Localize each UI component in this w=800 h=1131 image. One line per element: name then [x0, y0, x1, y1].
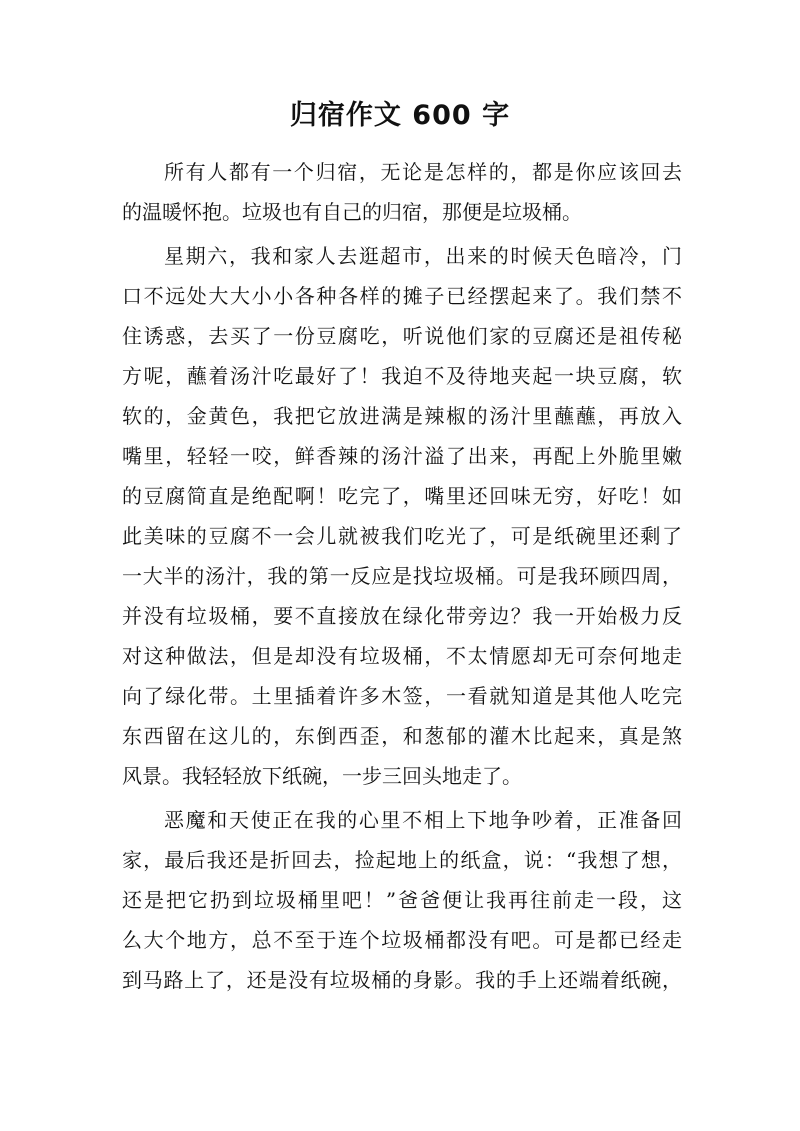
paragraph-2 [122, 236, 682, 796]
text-line: 东西留在这儿的，东倒西歪，和葱郁的灌木比起来，真是煞 [122, 724, 682, 748]
document-body [122, 152, 682, 1004]
paragraph-1 [122, 152, 682, 232]
document-title: 归宿作文 600 字 [289, 100, 511, 131]
text-line: 方呢，蘸着汤汁吃最好了！我迫不及待地夹起一块豆腐，软 [122, 364, 682, 388]
text-line: 到马路上了，还是没有垃圾桶的身影。我的手上还端着纸碗， [122, 968, 682, 992]
text-line: 所有人都有一个归宿，无论是怎样的，都是你应该回去 [164, 160, 682, 184]
text-line: 星期六，我和家人去逛超市，出来的时候天色暗冷，门 [164, 244, 682, 268]
text-line: 向了绿化带。土里插着许多木签，一看就知道是其他人吃完 [122, 684, 682, 708]
text-line: 住诱惑，去买了一份豆腐吃，听说他们家的豆腐还是祖传秘 [122, 324, 682, 348]
text-line: 软的，金黄色，我把它放进满是辣椒的汤汁里蘸蘸，再放入 [122, 404, 682, 428]
text-line: 对这种做法，但是却没有垃圾桶，不太情愿却无可奈何地走 [122, 644, 682, 668]
text-line: 嘴里，轻轻一咬，鲜香辣的汤汁溢了出来，再配上外脆里嫩 [122, 444, 682, 468]
text-line: 恶魔和天使正在我的心里不相上下地争吵着，正准备回 [164, 808, 682, 832]
text-line: 口不远处大大小小各种各样的摊子已经摆起来了。我们禁不 [122, 284, 682, 308]
text-line: 此美味的豆腐不一会儿就被我们吃光了，可是纸碗里还剩了 [122, 524, 682, 548]
text-line: 还是把它扔到垃圾桶里吧！”爸爸便让我再往前走一段，这 [122, 888, 682, 912]
text-line: 风景。我轻轻放下纸碗，一步三回头地走了。 [122, 764, 522, 788]
text-line: 的豆腐简直是绝配啊！吃完了，嘴里还回味无穷，好吃！如 [122, 484, 682, 508]
paragraph-3 [122, 800, 682, 1000]
text-line: 么大个地方，总不至于连个垃圾桶都没有吧。可是都已经走 [122, 928, 682, 952]
text-line: 的温暖怀抱。垃圾也有自己的归宿，那便是垃圾桶。 [122, 200, 582, 224]
text-line: 一大半的汤汁，我的第一反应是找垃圾桶。可是我环顾四周， [122, 564, 682, 588]
text-line: 家，最后我还是折回去，捡起地上的纸盒，说：“我想了想， [122, 848, 682, 872]
text-line: 并没有垃圾桶，要不直接放在绿化带旁边？我一开始极力反 [122, 604, 682, 628]
